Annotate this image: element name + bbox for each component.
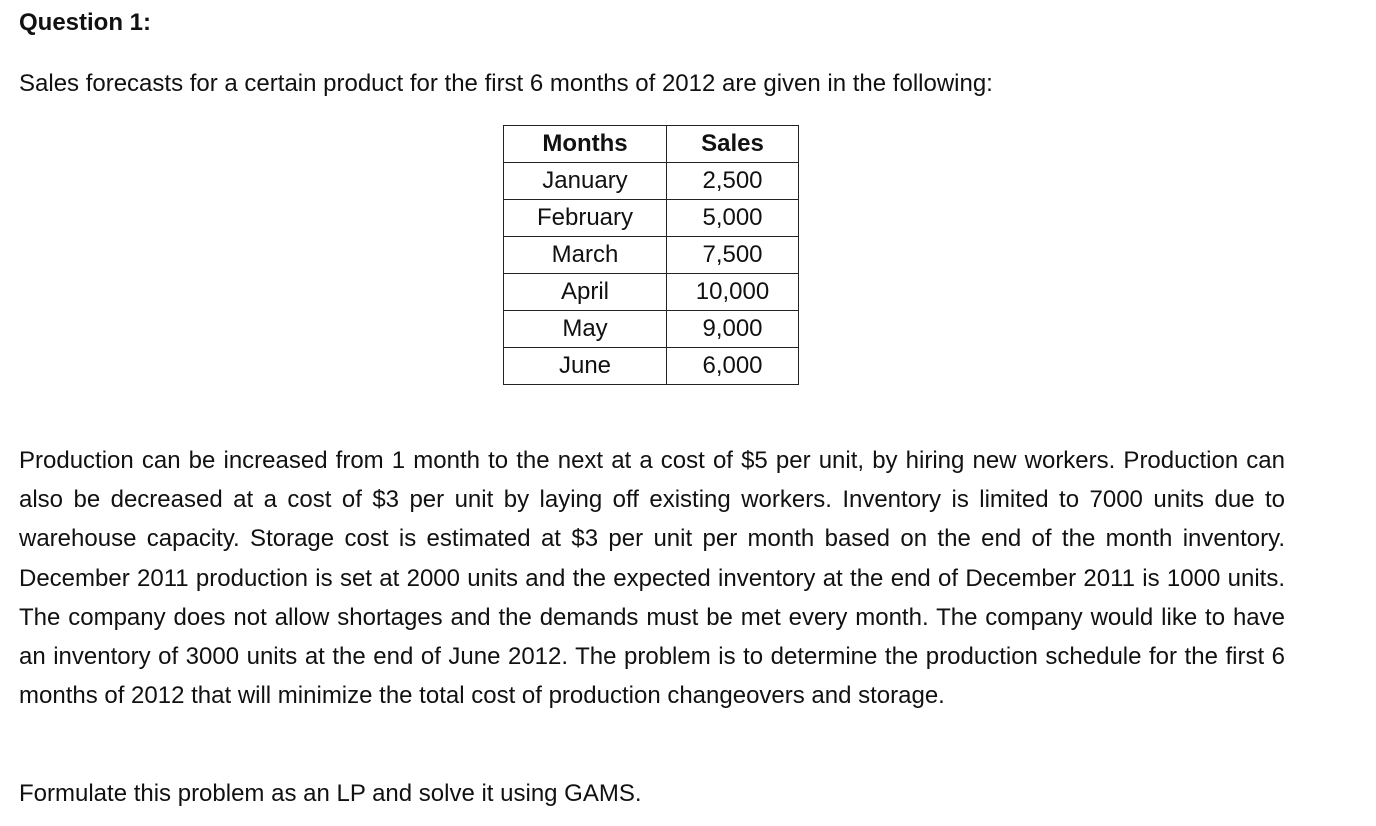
sales-cell: 6,000 <box>667 348 799 385</box>
sales-cell: 9,000 <box>667 311 799 348</box>
sales-cell: 7,500 <box>667 237 799 274</box>
intro-text: Sales forecasts for a certain product for the first 6 months of 2012 are given in the following: <box>19 70 993 97</box>
month-cell: May <box>504 311 667 348</box>
month-cell: January <box>504 163 667 200</box>
month-cell: March <box>504 237 667 274</box>
table-row <box>504 163 799 200</box>
table-row <box>504 200 799 237</box>
question-heading: Question 1: <box>19 9 152 36</box>
month-cell: February <box>504 200 667 237</box>
table-row <box>504 274 799 311</box>
table-row <box>504 348 799 385</box>
sales-cell: 10,000 <box>667 274 799 311</box>
month-cell: June <box>504 348 667 385</box>
sales-forecast-table <box>503 125 799 385</box>
sales-cell: 5,000 <box>667 200 799 237</box>
month-cell: April <box>504 274 667 311</box>
sales-cell: 2,500 <box>667 163 799 200</box>
months-column-header: Months <box>504 126 667 163</box>
table-row <box>504 311 799 348</box>
table-header-row <box>504 126 799 163</box>
table-row <box>504 237 799 274</box>
task-instruction: Formulate this problem as an LP and solve it using GAMS. <box>19 780 642 807</box>
sales-column-header: Sales <box>667 126 799 163</box>
problem-description: Production can be increased from 1 month to the next at a cost of $5 per unit, by hiring new workers. Production can also be decreased at a cost of $3 per unit by laying off existing workers. Inventory is limited to 7000 units due to warehouse capacity. Storage cost is estimated at $3 per unit per month based on the end of the month inventory. December 2011 production is set at 2000 units and the expected inventory at the end of December 2011 is 1000 units. The company does not allow shortages and the demands must be met every month. The company would like to have an inventory of 3000 units at the end of June 2012. The problem is to determine the production schedule for the first 6 months of 2012 that will minimize the total cost of production changeovers and storage. <box>19 447 1285 710</box>
